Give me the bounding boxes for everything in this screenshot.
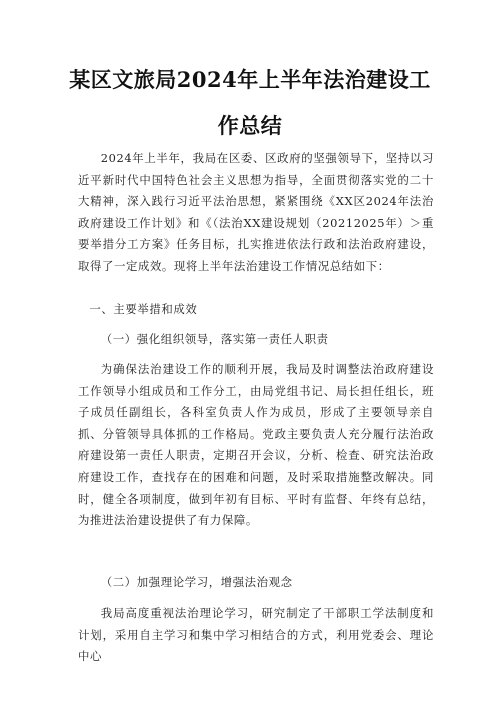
subsection-1-paragraph xyxy=(78,359,434,532)
subsection-1-heading: （一）强化组织领导，落实第一责任人职责 xyxy=(100,332,329,346)
subsection-heading xyxy=(78,329,434,351)
subsection-2-heading: （二）加强理论学习，增强法治观念 xyxy=(100,575,293,589)
subsection-2-paragraph xyxy=(78,603,434,668)
document-title-line-1: 某区文旅局2024年上半年法治建设工 xyxy=(69,67,431,92)
intro-paragraph xyxy=(78,148,434,278)
intro-text: 2024年上半年，我局在区委、区政府的坚强领导下，坚持以习近平新时代中国特色社会主义思想为指导，全面贯彻落实党的二十大精神，深入践行习近平法治思想，紧紧围绕《XX区2024年法治政府建设工作计划》和《（法治XX建设规划（20212025年）＞重要举措分工方案》任务目标，扎实推进依法行政和法治政府建设，取得了一定成效。现将上半年法治建设工作情况总结如下： xyxy=(78,151,434,273)
section-1-heading: 一、主要举措和成效 xyxy=(89,302,198,316)
subsection-1-text: 为确保法治建设工作的顺利开展，我局及时调整法治政府建设工作领导小组成员和工作分工，由局党组书记、局长担任组长，班子成员任副组长，各科室负责人作为成员，形成了主要领导亲自抓、分管领导具体抓的工作格局。党政主要负责人充分履行法治政府建设第一责任人职责，定期召开会议，分析、检查、研究法治政府建设工作，查找存在的困难和问题，及时采取措施整改解决。同时，健全各项制度，做到年初有目标、平时有监督、年终有总结，为推进法治建设提供了有力保障。 xyxy=(78,362,434,528)
section-heading xyxy=(78,299,434,321)
document-title-line-2: 作总结 xyxy=(217,113,283,138)
subsection-heading xyxy=(78,572,434,594)
subsection-2-text: 我局高度重视法治理论学习，研究制定了干部职工学法制度和计划，采用自主学习和集中学习相结合的方式，利用党委会、理论中心 xyxy=(78,606,434,664)
